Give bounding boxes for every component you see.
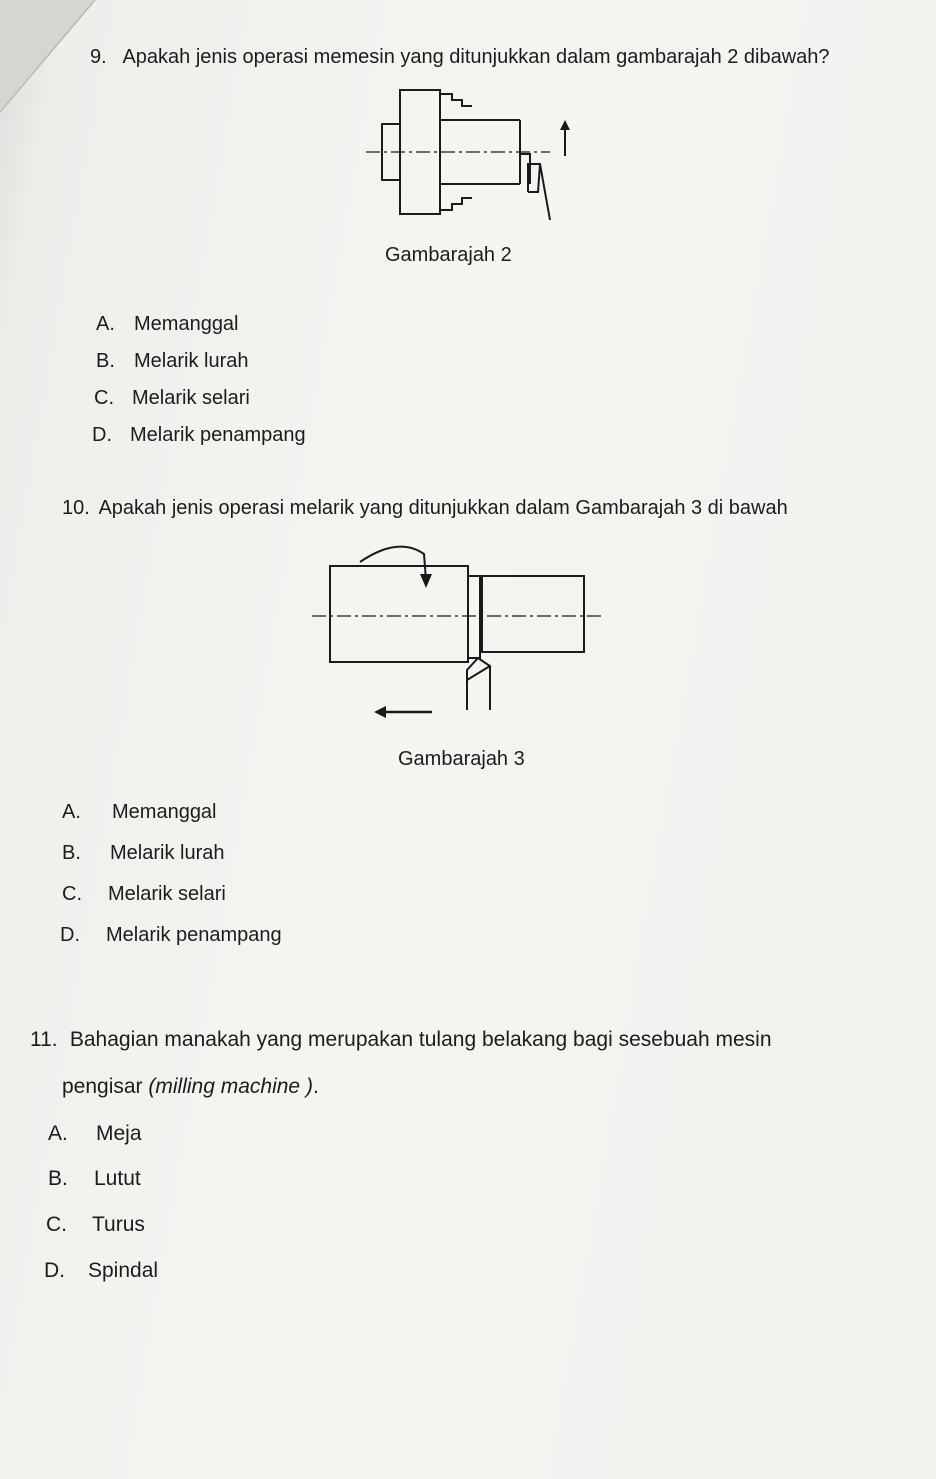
- option-d[interactable]: [44, 1259, 158, 1283]
- option-letter: A.: [62, 801, 81, 823]
- option-b[interactable]: [96, 350, 248, 373]
- option-letter: C.: [94, 387, 114, 409]
- question-text-end: .: [312, 1075, 319, 1098]
- question-text-italic: (milling machine ): [148, 1075, 313, 1098]
- question-10: [62, 497, 912, 520]
- option-text: Melarik selari: [132, 387, 250, 409]
- question-number: 11.: [30, 1028, 58, 1051]
- question-text-line2: pengisar: [62, 1075, 149, 1098]
- option-text: Melarik penampang: [106, 924, 282, 946]
- question-text-line1: Bahagian manakah yang merupakan tulang belakang bagi sesebuah mesin: [69, 1028, 772, 1051]
- question-11: [30, 1028, 920, 1052]
- option-text: Meja: [96, 1122, 142, 1145]
- option-letter: C.: [62, 883, 82, 905]
- option-letter: B.: [48, 1167, 68, 1190]
- option-text: Melarik lurah: [110, 842, 225, 864]
- option-d[interactable]: [92, 424, 306, 447]
- figure-3-facing-tool: [312, 540, 612, 725]
- option-a[interactable]: [96, 313, 239, 336]
- option-a[interactable]: [62, 801, 217, 824]
- question-text: Apakah jenis operasi melarik yang ditunjukkan dalam Gambarajah 3 di bawah: [98, 497, 788, 519]
- question-9: [90, 46, 890, 69]
- question-11-line2: [62, 1075, 319, 1099]
- option-letter: D.: [92, 424, 112, 446]
- option-letter: A.: [48, 1122, 68, 1145]
- option-letter: D.: [60, 924, 80, 946]
- figure-2-parting-tool: [360, 84, 590, 229]
- option-c[interactable]: [62, 883, 226, 906]
- question-number: 9.: [90, 46, 107, 68]
- option-text: Lutut: [94, 1167, 141, 1190]
- option-text: Melarik selari: [108, 883, 226, 905]
- option-a[interactable]: [48, 1122, 142, 1146]
- option-text: Melarik penampang: [130, 424, 306, 446]
- option-letter: D.: [44, 1259, 65, 1282]
- option-c[interactable]: [46, 1213, 145, 1237]
- question-text: Apakah jenis operasi memesin yang ditunjukkan dalam gambarajah 2 dibawah?: [122, 46, 830, 68]
- figure-caption: Gambarajah 3: [398, 748, 525, 770]
- option-text: Spindal: [88, 1259, 159, 1282]
- option-text: Memanggal: [112, 801, 217, 823]
- option-c[interactable]: [94, 387, 250, 410]
- option-b[interactable]: [48, 1167, 141, 1191]
- option-letter: A.: [96, 313, 115, 335]
- figure-caption: Gambarajah 2: [385, 244, 512, 266]
- option-text: Melarik lurah: [134, 350, 249, 372]
- option-text: Turus: [92, 1213, 145, 1236]
- option-d[interactable]: [60, 924, 282, 947]
- option-letter: B.: [96, 350, 115, 372]
- question-number: 10.: [62, 497, 90, 519]
- option-b[interactable]: [62, 842, 224, 865]
- option-letter: C.: [46, 1213, 67, 1236]
- option-letter: B.: [62, 842, 81, 864]
- option-text: Memanggal: [134, 313, 239, 335]
